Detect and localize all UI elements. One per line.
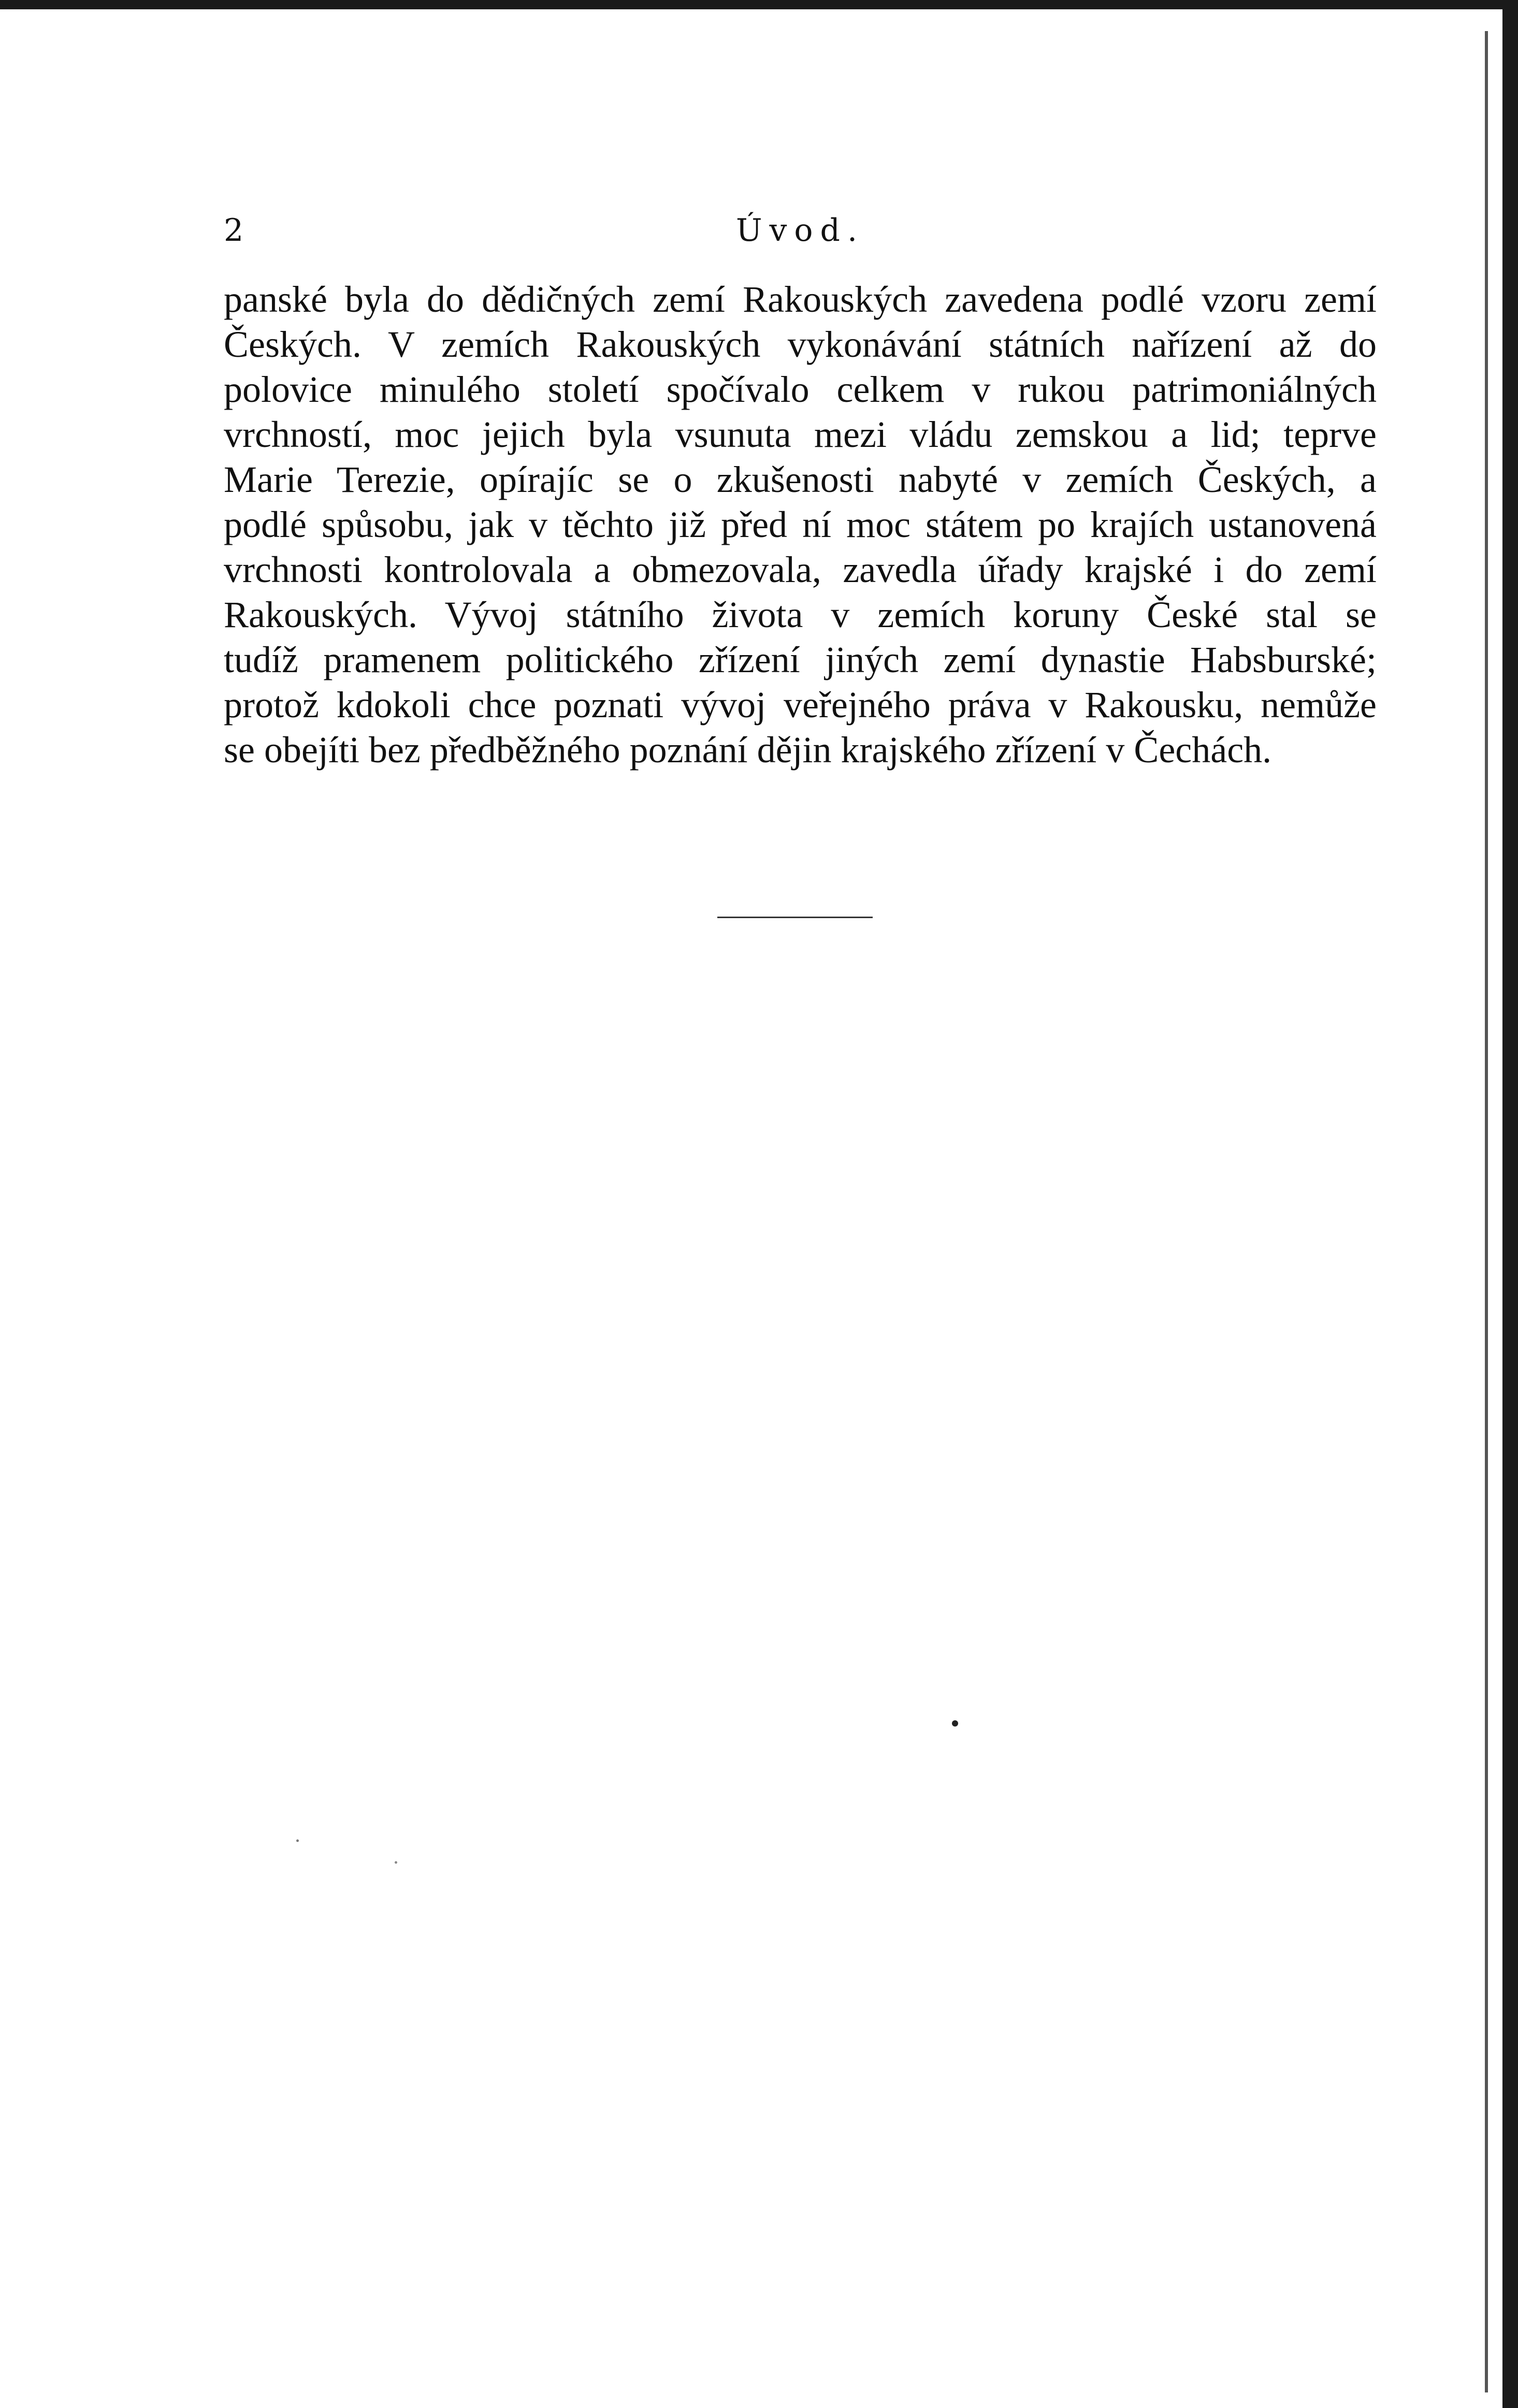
- text-line: vrchnosti kontrolovala a obmezovala, zavedla úřady krajské i do zemí: [224, 549, 1377, 590]
- text-line: se obejíti bez předběžného poznání dějin krajského zřízení v Čechách.: [224, 729, 1272, 771]
- scan-speck: [952, 1720, 958, 1727]
- text-line: panské byla do dědičných zemí Rakouských zavedena podlé vzoru zemí: [224, 279, 1377, 320]
- body-paragraph: [224, 277, 1377, 773]
- text-line: Marie Terezie, opírajíc se o zkušenosti nabyté v zemích Českých, a: [224, 459, 1377, 500]
- page-number: 2: [224, 212, 244, 249]
- running-title: Úvod.: [735, 212, 865, 249]
- text-line: Českých. V zemích Rakouských vykonávání státních nařízení až do: [224, 324, 1377, 365]
- section-separator-rule: [717, 917, 873, 918]
- scan-right-margin-line: [1485, 31, 1488, 2392]
- text-line: protož kdokoli chce poznati vývoj veřejného práva v Rakousku, nemůže: [224, 684, 1377, 726]
- scan-top-edge: [0, 0, 1518, 9]
- text-line: polovice minulého století spočívalo celkem v rukou patrimoniálných: [224, 369, 1377, 410]
- scan-speck: [395, 1861, 397, 1864]
- text-line: vrchností, moc jejich byla vsunuta mezi vládu zemskou a lid; teprve: [224, 414, 1377, 455]
- scan-right-edge: [1502, 0, 1518, 2408]
- text-line: Rakouských. Vývoj státního života v zemích koruny České stal se: [224, 594, 1377, 635]
- text-line: podlé spůsobu, jak v těchto již před ní moc státem po krajích ustanovená: [224, 504, 1377, 545]
- scan-speck: [296, 1839, 299, 1842]
- page-header: [224, 212, 1377, 254]
- text-line: tudíž pramenem politického zřízení jiných zemí dynastie Habsburské;: [224, 639, 1377, 680]
